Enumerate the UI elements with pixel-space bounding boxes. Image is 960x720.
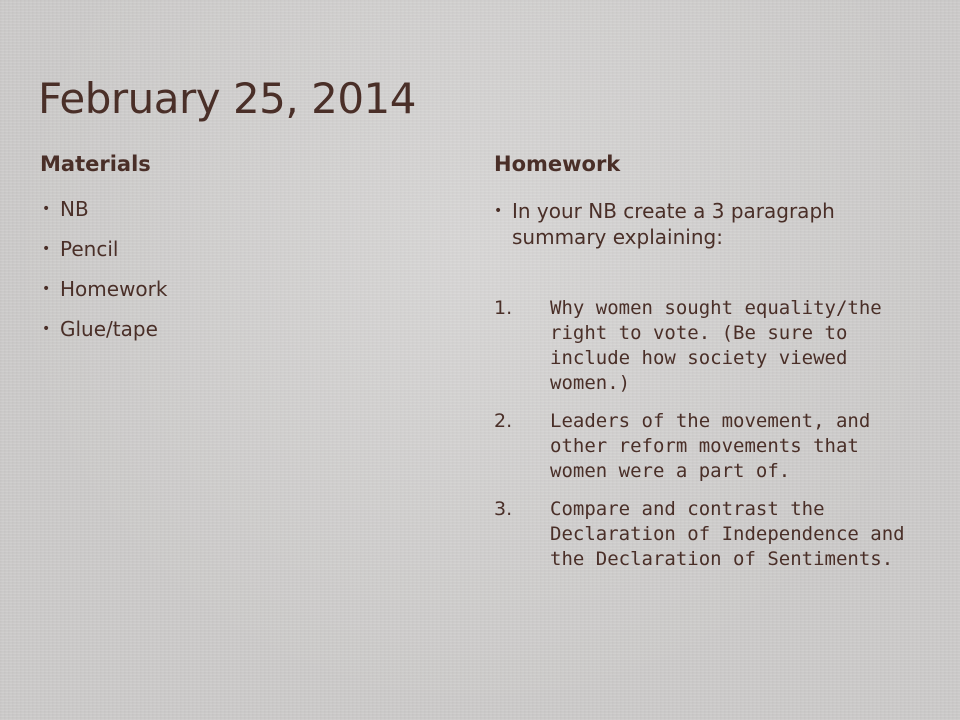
bullet-icon: • [42,281,51,297]
task-number: 3. [494,498,513,520]
task-text: Why women sought equality/the right to vote. (Be sure to include how society viewed women.) [550,297,882,394]
material-item-label: Homework [60,277,168,301]
bullet-icon: • [42,321,51,337]
list-item [42,236,167,262]
list-item [494,409,914,484]
materials-heading: Materials [40,152,151,176]
bullet-icon: • [494,203,503,219]
list-item [42,276,167,302]
list-item [494,497,914,572]
task-text: Leaders of the movement, and other reform movements that women were a part of. [550,410,871,482]
task-number: 2. [494,410,513,432]
list-item [42,196,167,222]
material-item-label: NB [60,197,89,221]
task-text: Compare and contrast the Declaration of Independence and the Declaration of Sentiments. [550,498,905,570]
material-item-label: Glue/tape [60,317,158,341]
homework-task-list [494,296,914,585]
bullet-icon: • [42,241,51,257]
list-item [42,316,167,342]
slide-title: February 25, 2014 [38,74,416,123]
material-item-label: Pencil [60,237,119,261]
task-number: 1. [494,297,513,319]
bullet-icon: • [42,201,51,217]
materials-list [42,196,167,356]
homework-intro [494,198,914,250]
homework-intro-text: In your NB create a 3 paragraph summary explaining: [512,199,835,249]
list-item [494,296,914,396]
homework-heading: Homework [494,152,621,176]
